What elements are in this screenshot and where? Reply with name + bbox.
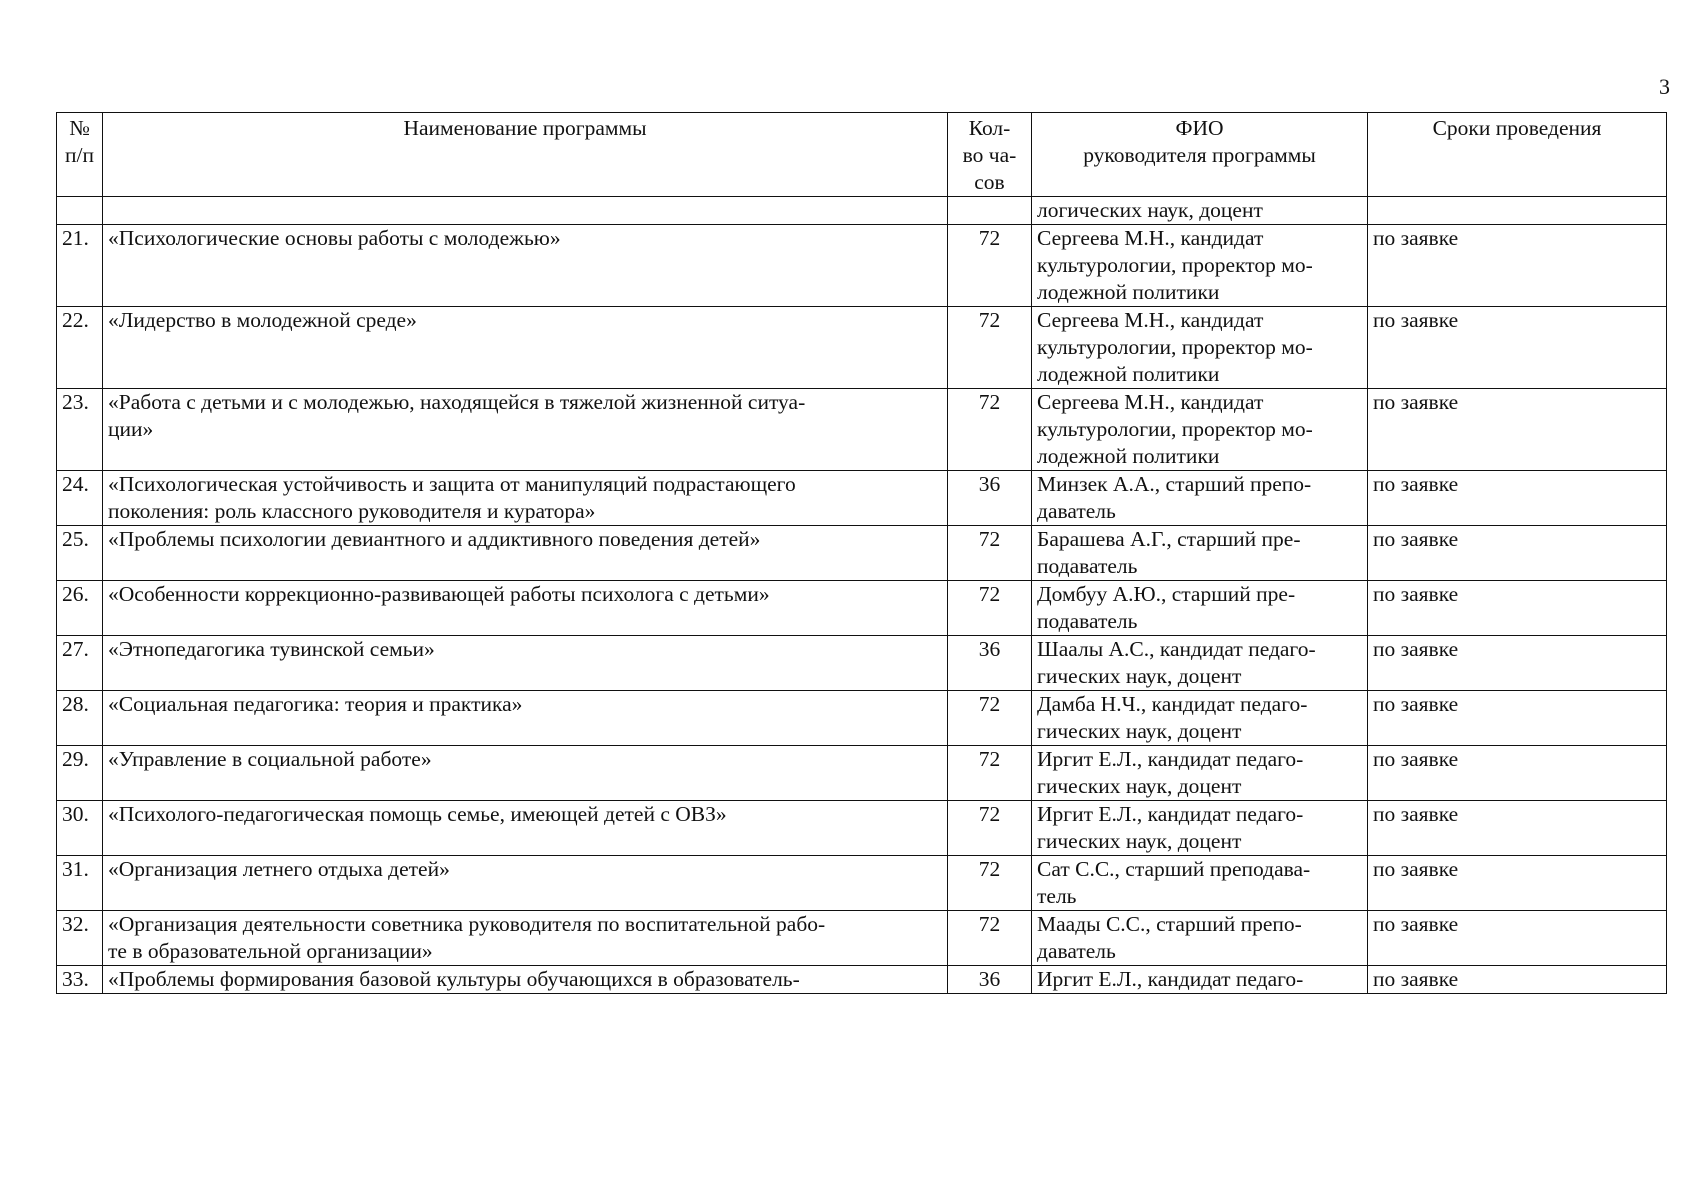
- cell-hours: 36: [948, 966, 1032, 994]
- cell-program-name: «Особенности коррекционно-развивающей работы психолога с детьми»: [103, 581, 948, 636]
- table-row: [57, 856, 1667, 911]
- cell-number: 24.: [57, 471, 103, 526]
- cell-number: 21.: [57, 225, 103, 307]
- header-number: № п/п: [57, 113, 103, 197]
- table-row: [57, 526, 1667, 581]
- header-term: Сроки проведения: [1368, 113, 1667, 197]
- cell-hours: 72: [948, 746, 1032, 801]
- table-row: [57, 307, 1667, 389]
- page-number: 3: [1659, 74, 1670, 99]
- cell-number: 27.: [57, 636, 103, 691]
- cell-hours: 72: [948, 691, 1032, 746]
- cell-program-name: «Организация летнего отдыха детей»: [103, 856, 948, 911]
- cell-term: по заявке: [1368, 471, 1667, 526]
- header-program-head: ФИО руководителя программы: [1032, 113, 1368, 197]
- cell-hours: 72: [948, 911, 1032, 966]
- cell-program-head: Иргит Е.Л., кандидат педаго-: [1032, 966, 1368, 994]
- cell-program-head: Дамба Н.Ч., кандидат педаго- гических наук, доцент: [1032, 691, 1368, 746]
- cell-term: по заявке: [1368, 581, 1667, 636]
- table-row: [57, 911, 1667, 966]
- cell-number: 28.: [57, 691, 103, 746]
- cell-hours: 72: [948, 801, 1032, 856]
- table-row: [57, 471, 1667, 526]
- cell-number: 32.: [57, 911, 103, 966]
- cell-program-head: логических наук, доцент: [1032, 197, 1368, 225]
- cell-number: 31.: [57, 856, 103, 911]
- cell-program-head: Сергеева М.Н., кандидат культурологии, проректор мо- лодежной политики: [1032, 307, 1368, 389]
- cell-program-head: Иргит Е.Л., кандидат педаго- гических наук, доцент: [1032, 801, 1368, 856]
- table-row: [57, 691, 1667, 746]
- table-row: [57, 581, 1667, 636]
- continuation-row: [57, 197, 1667, 225]
- table-row: [57, 225, 1667, 307]
- cell-program-name: «Организация деятельности советника руководителя по воспитательной рабо- те в образовательной организации»: [103, 911, 948, 966]
- cell-program-head: Барашева А.Г., старший пре- подаватель: [1032, 526, 1368, 581]
- cell-term: [1368, 197, 1667, 225]
- cell-term: по заявке: [1368, 307, 1667, 389]
- cell-program-head: Маады С.С., старший препо- даватель: [1032, 911, 1368, 966]
- cell-program-head: Домбуу А.Ю., старший пре- подаватель: [1032, 581, 1368, 636]
- cell-program-name: «Социальная педагогика: теория и практика»: [103, 691, 948, 746]
- cell-term: по заявке: [1368, 225, 1667, 307]
- cell-number: [57, 197, 103, 225]
- cell-hours: 72: [948, 307, 1032, 389]
- cell-hours: 72: [948, 225, 1032, 307]
- cell-program-head: Шаалы А.С., кандидат педаго- гических наук, доцент: [1032, 636, 1368, 691]
- cell-hours: 36: [948, 471, 1032, 526]
- cell-program-name: «Управление в социальной работе»: [103, 746, 948, 801]
- cell-program-name: «Психологические основы работы с молодежью»: [103, 225, 948, 307]
- cell-number: 22.: [57, 307, 103, 389]
- cell-program-name: [103, 197, 948, 225]
- cell-number: 25.: [57, 526, 103, 581]
- cell-hours: 72: [948, 526, 1032, 581]
- cell-number: 26.: [57, 581, 103, 636]
- cell-program-name: «Проблемы формирования базовой культуры обучающихся в образователь-: [103, 966, 948, 994]
- cell-hours: [948, 197, 1032, 225]
- programs-table: [56, 112, 1667, 994]
- cell-program-head: Иргит Е.Л., кандидат педаго- гических наук, доцент: [1032, 746, 1368, 801]
- cell-term: по заявке: [1368, 966, 1667, 994]
- cell-term: по заявке: [1368, 636, 1667, 691]
- cell-term: по заявке: [1368, 801, 1667, 856]
- cell-program-head: Сат С.С., старший преподава- тель: [1032, 856, 1368, 911]
- cell-program-name: «Этнопедагогика тувинской семьи»: [103, 636, 948, 691]
- cell-program-name: «Лидерство в молодежной среде»: [103, 307, 948, 389]
- cell-hours: 72: [948, 581, 1032, 636]
- cell-program-name: «Психолого-педагогическая помощь семье, имеющей детей с ОВЗ»: [103, 801, 948, 856]
- cell-program-head: Сергеева М.Н., кандидат культурологии, проректор мо- лодежной политики: [1032, 225, 1368, 307]
- cell-program-name: «Проблемы психологии девиантного и аддиктивного поведения детей»: [103, 526, 948, 581]
- table-row: [57, 746, 1667, 801]
- table-row: [57, 636, 1667, 691]
- cell-number: 23.: [57, 389, 103, 471]
- cell-number: 30.: [57, 801, 103, 856]
- table-row: [57, 389, 1667, 471]
- header-hours: Кол- во ча- сов: [948, 113, 1032, 197]
- cell-hours: 72: [948, 856, 1032, 911]
- header-program-name: Наименование программы: [103, 113, 948, 197]
- cell-term: по заявке: [1368, 911, 1667, 966]
- cell-number: 33.: [57, 966, 103, 994]
- cell-term: по заявке: [1368, 526, 1667, 581]
- cell-program-name: «Психологическая устойчивость и защита от манипуляций подрастающего поколения: роль классного руководителя и куратора»: [103, 471, 948, 526]
- table-row: [57, 966, 1667, 994]
- cell-term: по заявке: [1368, 746, 1667, 801]
- cell-term: по заявке: [1368, 691, 1667, 746]
- cell-term: по заявке: [1368, 389, 1667, 471]
- table-header-row: [57, 113, 1667, 197]
- table-row: [57, 801, 1667, 856]
- cell-number: 29.: [57, 746, 103, 801]
- cell-hours: 72: [948, 389, 1032, 471]
- cell-program-head: Сергеева М.Н., кандидат культурологии, проректор мо- лодежной политики: [1032, 389, 1368, 471]
- cell-hours: 36: [948, 636, 1032, 691]
- cell-term: по заявке: [1368, 856, 1667, 911]
- cell-program-head: Минзек А.А., старший препо- даватель: [1032, 471, 1368, 526]
- cell-program-name: «Работа с детьми и с молодежью, находящейся в тяжелой жизненной ситуа- ции»: [103, 389, 948, 471]
